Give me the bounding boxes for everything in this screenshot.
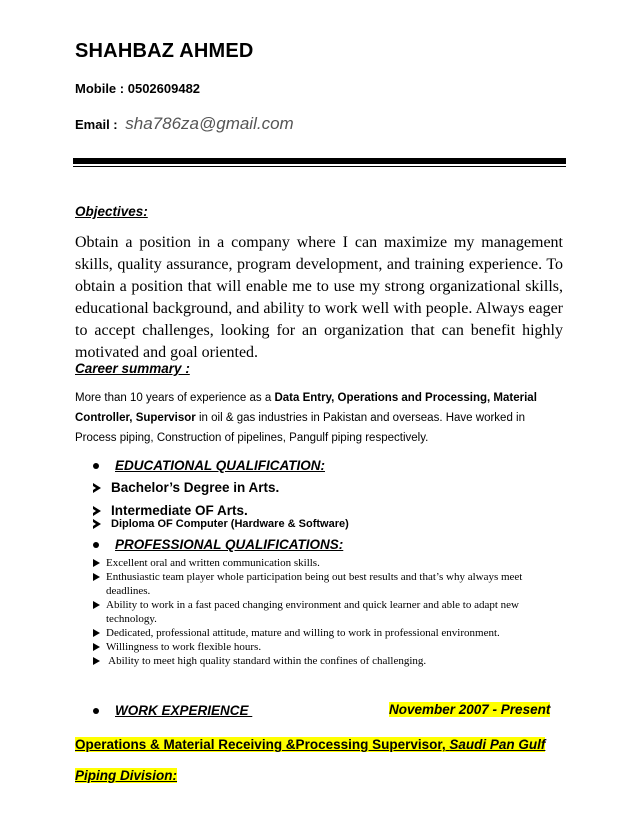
career-text-part2: in oil & gas industries in Pakistan and overseas. Have worked in Process piping, Construction of pipelines, Pangulf piping respectively.: [75, 412, 525, 444]
work-company: Saudi Pan Gulf: [449, 737, 546, 752]
professional-item-text: Ability to work in a fast paced changing environment and quick learner and able to adapt new technology.: [106, 599, 519, 625]
education-item: [93, 480, 279, 495]
arrow-bullet-icon: [93, 643, 100, 651]
email-label: Email :: [75, 117, 118, 132]
arrow-bullet-icon: [93, 657, 100, 665]
email-line: [75, 114, 294, 134]
education-heading: EDUCATIONAL QUALIFICATION:: [115, 458, 325, 473]
career-text-bold: Data Entry, Operations and Processing, Material Controller, Supervisor: [75, 392, 537, 424]
professional-item: [93, 598, 563, 626]
career-text-part1: More than 10 years of experience as a: [75, 392, 275, 404]
professional-item: [93, 640, 563, 654]
education-item: [93, 518, 349, 530]
professional-heading: PROFESSIONAL QUALIFICATIONS:: [115, 537, 344, 552]
career-summary-text: [75, 388, 565, 448]
work-position: [75, 737, 545, 752]
professional-item-text: Enthusiastic team player whole participation being out best results and that’s why always meet deadlines.: [106, 571, 523, 597]
header-divider: [73, 158, 566, 164]
professional-item: [93, 570, 563, 598]
work-division: Piping Division:: [75, 768, 178, 783]
header-divider-thin: [73, 166, 566, 167]
professional-item-text: Dedicated, professional attitude, mature and willing to work in professional environment.: [106, 627, 500, 639]
professional-item: [93, 626, 563, 640]
education-item-text: Diploma OF Computer (Hardware & Software): [111, 518, 349, 530]
education-item-text: Bachelor’s Degree in Arts.: [111, 480, 280, 495]
professional-item-text: Ability to meet high quality standard within the confines of challenging.: [106, 655, 427, 667]
arrow-bullet-icon: [93, 559, 100, 567]
arrow-bullet-icon: [93, 629, 100, 637]
education-item: [93, 503, 248, 518]
work-date-range: November 2007 - Present: [389, 702, 551, 717]
bullet-icon: [93, 463, 99, 469]
professional-item-text: Willingness to work flexible hours.: [106, 641, 262, 653]
career-summary-heading: Career summary :: [75, 361, 190, 376]
bullet-icon: [93, 542, 99, 548]
objectives-heading: Objectives:: [75, 204, 148, 219]
education-heading-row: [93, 458, 325, 473]
mobile-line: [75, 81, 200, 96]
mobile-label: Mobile :: [75, 81, 125, 96]
professional-item-text: Excellent oral and written communication skills.: [106, 557, 320, 569]
arrow-bullet-icon: [93, 483, 101, 493]
arrow-bullet-icon: [93, 573, 100, 581]
professional-item: [93, 654, 563, 668]
email-value[interactable]: sha786za@gmail.com: [125, 114, 294, 133]
education-item-text: Intermediate OF Arts.: [111, 503, 248, 518]
candidate-name: SHAHBAZ AHMED: [75, 40, 254, 62]
work-position-title: Operations & Material Receiving &Processing Supervisor,: [75, 737, 450, 752]
objectives-text: Obtain a position in a company where I can maximize my management skills, quality assurance, program development, and training experience. To obtain a position that will enable me to use my strong organizational skills, educational background, and ability to work well with people. Always eager to accept challenges, looking for an organization that can benefit highly motivated and goal oriented.: [75, 234, 563, 361]
arrow-bullet-icon: [93, 601, 100, 609]
professional-item: [93, 556, 563, 570]
arrow-bullet-icon: [93, 506, 101, 516]
work-heading: WORK EXPERIENCE: [115, 703, 253, 718]
bullet-icon: [93, 708, 99, 714]
mobile-value: 0502609482: [127, 81, 201, 96]
arrow-bullet-icon: [93, 519, 101, 529]
professional-heading-row: [93, 537, 343, 552]
